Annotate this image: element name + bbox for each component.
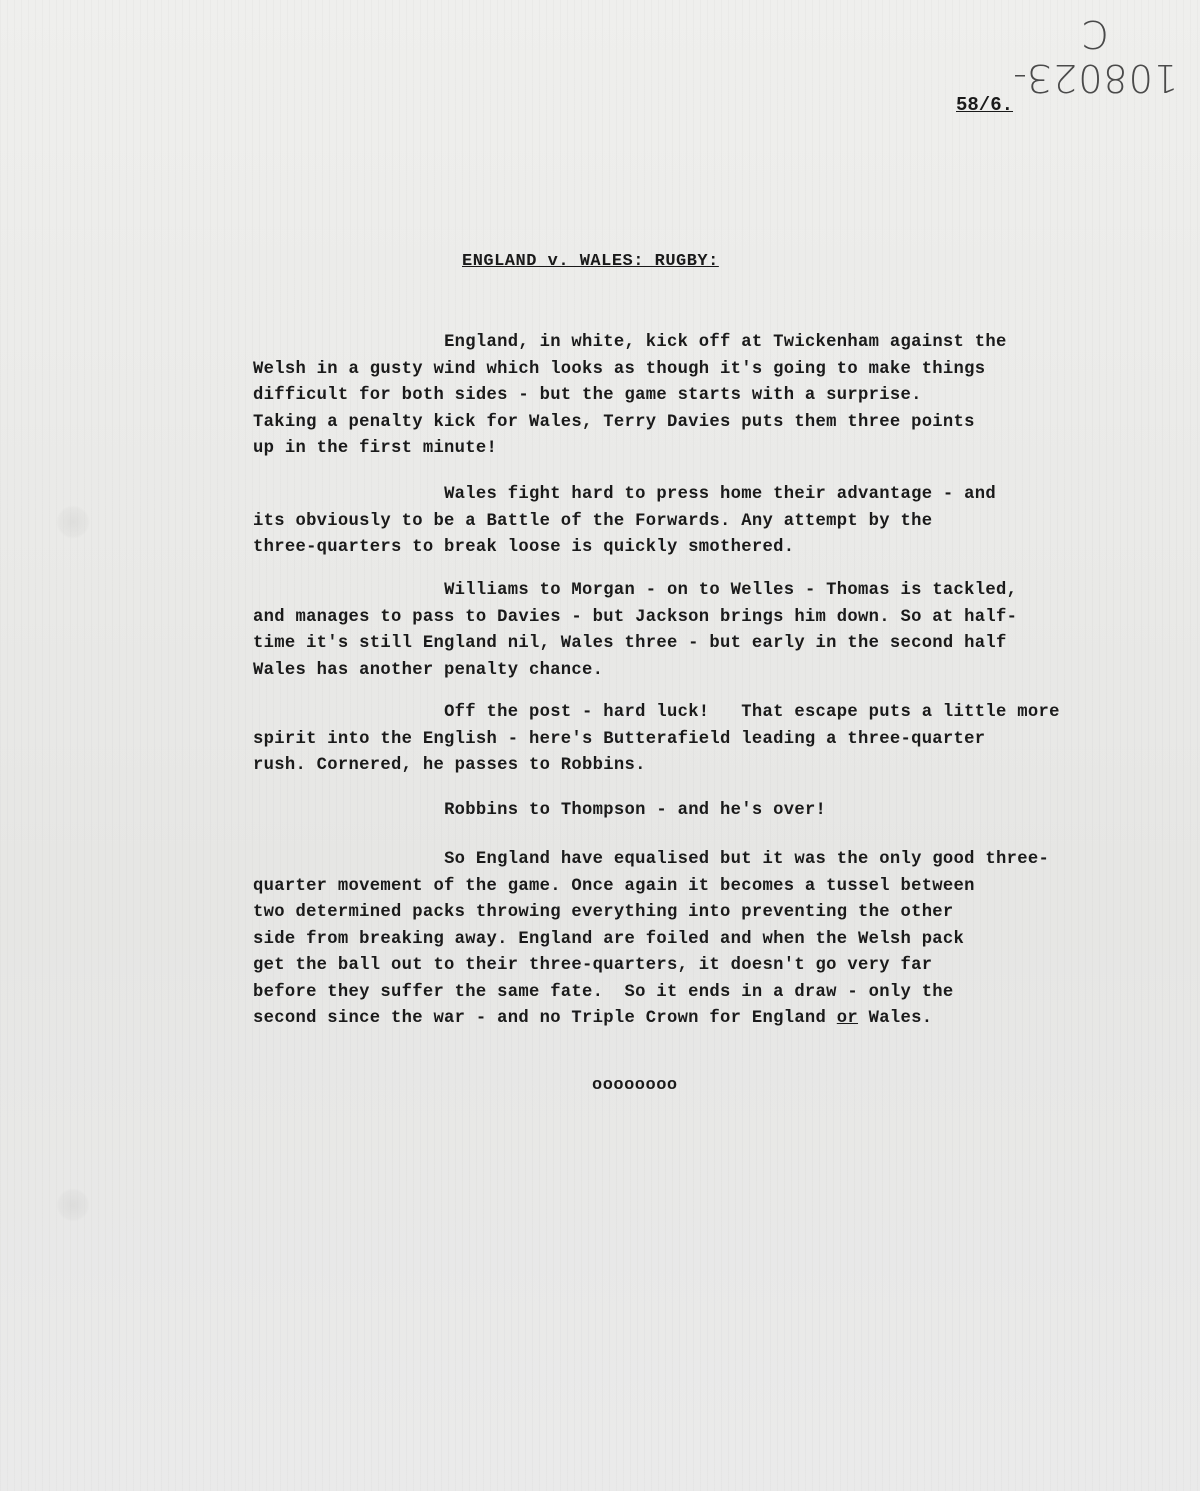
paragraph-draw-text: So England have equalised but it was the only good three- quarter movement of the game. Once again it becomes a tussel between two determined packs throwing everything into preventing the other side from breaking away. England are foiled and when the Welsh pack get the ball out to their three-quarters, it doesn't go very far before they suffer the same fate. So it ends in a draw - only the second since the war - and no Triple Crown for England [253, 850, 1050, 1028]
punch-hole-mark [56, 1188, 90, 1222]
paragraph-try: Robbins to Thompson - and he's over! [253, 801, 827, 820]
punch-hole-mark [56, 505, 90, 539]
paragraph-off-the-post: Off the post - hard luck! That escape puts a little more spirit into the English - here's Butterafield leading a three-quarter rush. Cornered, he passes to Robbins. [253, 703, 1060, 775]
paragraph-halftime: Williams to Morgan - on to Welles - Thomas is tackled, and manages to pass to Davies - but Jackson brings him down. So at half- time it's still England nil, Wales three - but early in the second half Wales has another penalty chance. [253, 581, 1018, 680]
archive-reference-number: 10802З-С [1012, 12, 1178, 100]
document-heading: ENGLAND v. WALES: RUGBY: [462, 252, 719, 271]
paragraph-kickoff: England, in white, kick off at Twickenham against the Welsh in a gusty wind which looks as though it's going to make things difficult for both sides - but the game starts with a surprise. Taking a penalty kick for Wales, Terry Davies puts them three points up in the first minute! [253, 333, 1007, 458]
paragraph-forwards: Wales fight hard to press home their advantage - and its obviously to be a Battle of the Forwards. Any attempt by the three-quarters to break loose is quickly smothered. [253, 485, 996, 557]
page-number: 58/6. [956, 94, 1014, 116]
end-of-text-mark: oooooooo [592, 1076, 678, 1095]
underlined-word: or [836, 1009, 859, 1028]
paragraph-draw-end: Wales. [858, 1009, 933, 1028]
paragraph-draw [253, 847, 1153, 1033]
